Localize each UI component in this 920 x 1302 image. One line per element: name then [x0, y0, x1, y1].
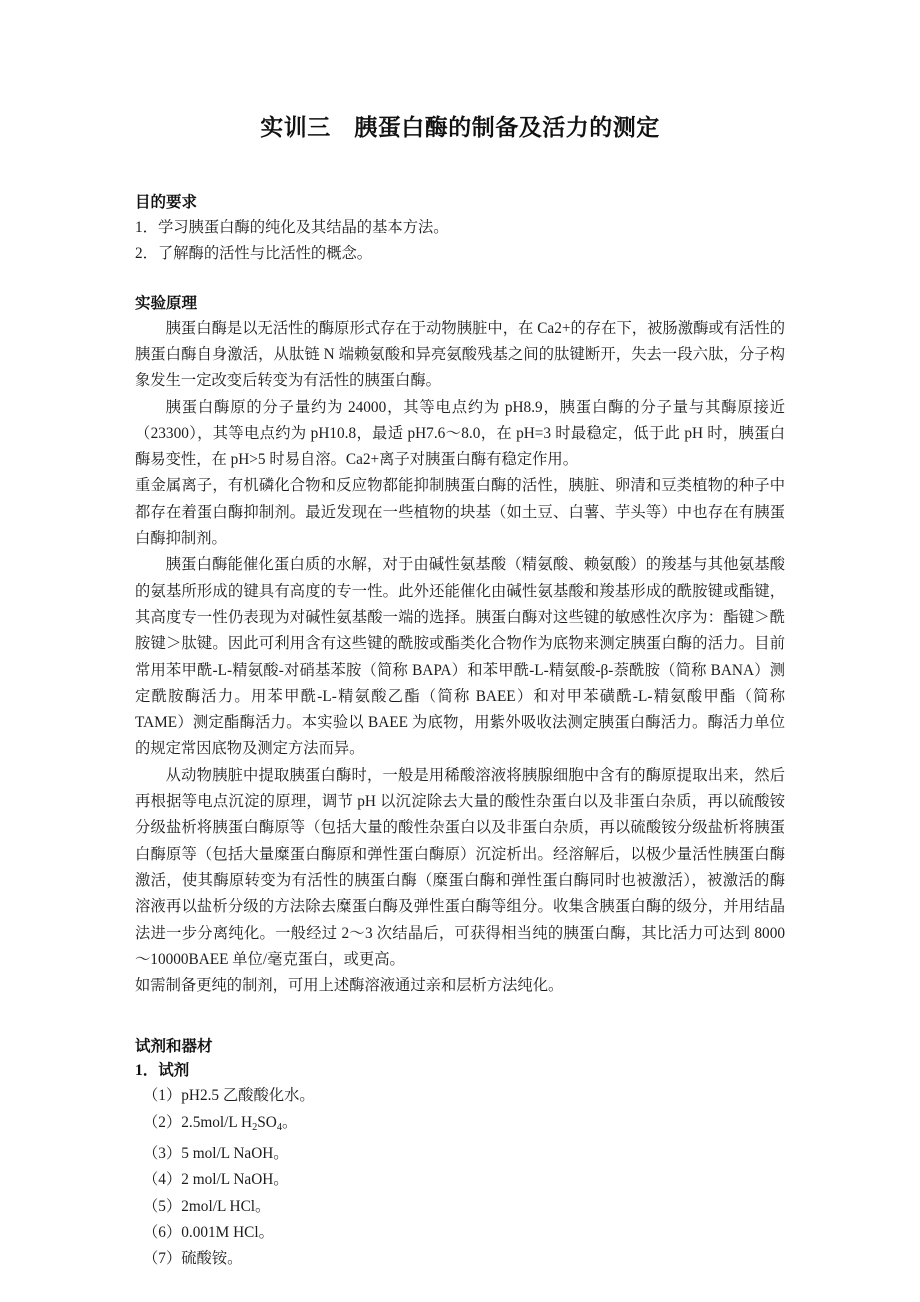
section-heading-materials: 试剂和器材 — [135, 1038, 213, 1056]
principle-paragraph: 胰蛋白酶原的分子量约为 24000，其等电点约为 pH8.9，胰蛋白酶的分子量与其酶原接近（23300），其等电点约为 pH10.8，最适 pH7.6～8.0，在 pH=3 时最稳定，低于此 pH 时，胰蛋白酶易变性，在 pH>5 时易自溶。Ca2+离子对胰蛋白酶有稳定作用。 — [135, 398, 785, 469]
principle-paragraph: 胰蛋白酶是以无活性的酶原形式存在于动物胰脏中，在 Ca2+的存在下，被肠激酶或有活性的胰蛋白酶自身激活，从肽链 N 端赖氨酸和异亮氨酸残基之间的肽键断开，失去一段六肽，分子构象发生一定改变后转变为有活性的胰蛋白酶。 — [135, 319, 785, 390]
spacer — [135, 268, 785, 292]
reagent-item: （6）0.001M HCl。 — [143, 1223, 274, 1241]
principle-paragraph: 重金属离子，有机磷化合物和反应物都能抑制胰蛋白酶的活性，胰脏、卵清和豆类植物的种子中都存在着蛋白酶抑制剂。最近发现在一些植物的块基（如土豆、白薯、芋头等）中也存在有胰蛋白酶抑制剂。 — [135, 477, 785, 548]
purpose-item: 1．学习胰蛋白酶的纯化及其结晶的基本方法。 — [135, 219, 449, 237]
spacer — [135, 143, 785, 191]
page-title: 实训三 胰蛋白酶的制备及活力的测定 — [260, 115, 660, 140]
purpose-item: 2．了解酶的活性与比活性的概念。 — [135, 245, 373, 263]
reagent-item: （3）5 mol/L NaOH。 — [143, 1144, 289, 1162]
subsection-heading-reagents: 1．试剂 — [135, 1062, 190, 1080]
reagent-item: （4）2 mol/L NaOH。 — [143, 1171, 289, 1189]
principle-paragraph: 胰蛋白酶能催化蛋白质的水解，对于由碱性氨基酸（精氨酸、赖氨酸）的羧基与其他氨基酸的氨基所形成的键具有高度的专一性。此外还能催化由碱性氨基酸和羧基形成的酰胺键或酯键，其高度专一性仍表现为对碱性氨基酸一端的选择。胰蛋白酶对这些键的敏感性次序为：酯键＞酰胺键＞肽键。因此可利用含有这些键的酰胺或酯类化合物作为底物来测定胰蛋白酶的活力。目前常用苯甲酰-L-精氨酸-对硝基苯胺（简称 BAPA）和苯甲酰-L-精氨酸-β-萘酰胺（简称 BANA）测定酰胺酶活力。用苯甲酰-L-精氨酸乙酯（简称 BAEE）和对甲苯磺酰-L-精氨酸甲酯（简称 TAME）测定酯酶活力。本实验以 BAEE 为底物，用紫外吸收法测定胰蛋白酶活力。酶活力单位的规定常因底物及测定方法而异。 — [135, 556, 785, 758]
principle-paragraph: 从动物胰脏中提取胰蛋白酶时，一般是用稀酸溶液将胰腺细胞中含有的酶原提取出来，然后再根据等电点沉淀的原理，调节 pH 以沉淀除去大量的酸性杂蛋白以及非蛋白杂质，再以硫酸铵分级盐析将胰蛋白酶原等（包括大量的酸性杂蛋白以及非蛋白杂质，再以硫酸铵分级盐析将胰蛋白酶原等（包括大量糜蛋白酶原和弹性蛋白酶原）沉淀析出。经溶解后，以极少量活性胰蛋白酶激活，使其酶原转变为有活性的胰蛋白酶（糜蛋白酶和弹性蛋白酶同时也被激活），被激活的酶溶液再以盐析分级的方法除去糜蛋白酶及弹性蛋白酶等组分。收集含胰蛋白酶的级分，并用结晶法进一步分离纯化。一般经过 2～3 次结晶后，可获得相当纯的胰蛋白酶，其比活力可达到 8000～10000BAEE 单位/毫克蛋白，或更高。 — [135, 766, 785, 968]
reagent-item: （7）硫酸铵。 — [143, 1250, 243, 1268]
spacer — [135, 999, 785, 1035]
section-heading-principle: 实验原理 — [135, 294, 198, 312]
document-content — [135, 0, 785, 1272]
section-heading-purpose: 目的要求 — [135, 194, 198, 212]
reagent-item: （1）pH2.5 乙酸酸化水。 — [143, 1087, 315, 1105]
reagent-item: （5）2mol/L HCl。 — [143, 1197, 271, 1215]
reagent-item: （2）2.5mol/L $H_2SO_4$。 — [143, 1113, 298, 1133]
principle-paragraph: 如需制备更纯的制剂，可用上述酶溶液通过亲和层析方法纯化。 — [135, 977, 564, 995]
